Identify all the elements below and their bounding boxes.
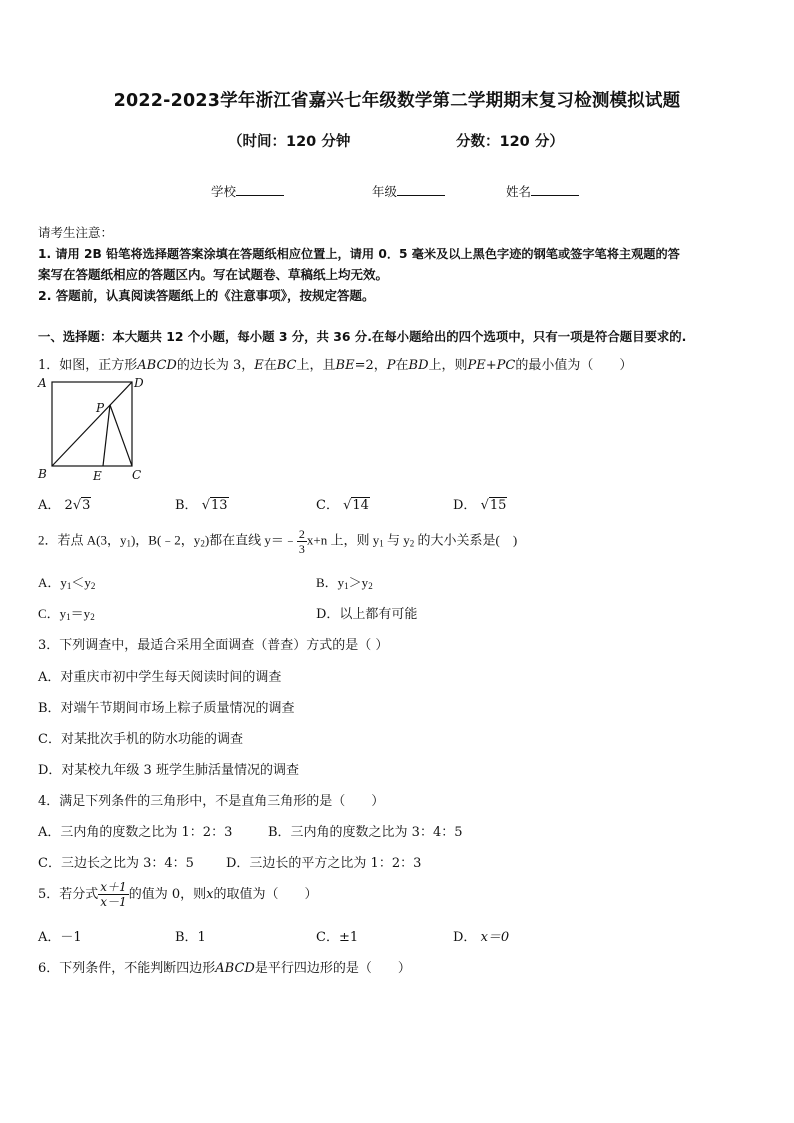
q1-option-d[interactable]: D． √15 [453, 498, 507, 513]
grade-field[interactable] [372, 182, 445, 200]
q2-option-d[interactable]: D．以上都有可能 [316, 607, 418, 622]
name-blank[interactable] [531, 183, 579, 196]
sqrt-icon: √3 [72, 498, 91, 513]
q5-option-c[interactable]: C．±1 [316, 930, 359, 945]
school-field[interactable] [211, 182, 284, 200]
exam-time: （时间：120 分钟 [228, 134, 351, 150]
fraction-x-plus-1-over-x-minus-1: $\frac{x+1}{x-1}$ [100, 880, 127, 909]
sqrt-icon: √15 [480, 498, 507, 513]
q1-option-a[interactable]: A． 2√3 [38, 498, 91, 513]
q2-option-c[interactable]: C．$y_1=y_2$ [38, 606, 95, 622]
q5-option-d[interactable]: D． x＝0 [453, 930, 510, 945]
q5-option-a[interactable]: A．－1 [38, 930, 82, 945]
question-4-stem: 4．满足下列条件的三角形中，不是直角三角形的是（ ） [38, 794, 385, 809]
q3-option-b[interactable]: B．对端午节期间市场上粽子质量情况的调查 [38, 701, 295, 716]
question-3-stem: 3．下列调查中，最适合采用全面调查（普查）方式的是（ ） [38, 638, 389, 653]
question-6-stem: 6．下列条件，不能判断四边形ABCD是平行四边形的是（ ） [38, 961, 411, 976]
fraction-two-thirds: $\frac{2}{3}$ [298, 527, 305, 556]
q3-option-c[interactable]: C．对某批次手机的防水功能的调查 [38, 732, 243, 747]
label-c: C [132, 468, 142, 482]
exam-title: 2022-2023学年浙江省嘉兴七年级数学第二学期期末复习检测模拟试题 [113, 91, 681, 111]
name-field[interactable] [506, 182, 579, 200]
school-blank[interactable] [236, 183, 284, 196]
grade-blank[interactable] [397, 183, 445, 196]
label-a: A [38, 376, 47, 390]
q4-option-b[interactable]: B．三内角的度数之比为 3：4：5 [268, 825, 463, 840]
q4-option-a[interactable]: A．三内角的度数之比为 1：2：3 [38, 825, 233, 840]
label-p: P [96, 401, 105, 415]
q2-option-b[interactable]: B．$y_1>y_2$ [316, 575, 373, 591]
exam-score: 分数：120 分） [456, 134, 564, 150]
name-label: 姓名 [506, 184, 532, 199]
notice-line-3: 2. 答题前，认真阅读答题纸上的《注意事项》，按规定答题。 [38, 288, 375, 303]
square-figure [34, 374, 154, 484]
q4-option-c[interactable]: C．三边长之比为 3：4：5 [38, 856, 194, 871]
sqrt-icon: √14 [343, 498, 369, 513]
school-label: 学校 [211, 184, 237, 199]
q2-option-a[interactable]: A．$y_1<y_2$ [38, 575, 96, 591]
grade-label: 年级 [372, 184, 398, 199]
q1-option-c[interactable]: C． √14 [316, 498, 369, 513]
label-e: E [93, 469, 102, 483]
diagonal-bd [52, 382, 132, 466]
q1-option-b[interactable]: B． √13 [175, 498, 228, 513]
q4-option-d[interactable]: D．三边长的平方之比为 1：2：3 [226, 856, 422, 871]
section-heading: 一、选择题：本大题共 12 个小题，每小题 3 分，共 36 分.在每小题给出的四个选项中，只有一项是符合题目要求的. [38, 329, 687, 344]
q3-option-d[interactable]: D．对某校九年级 3 班学生肺活量情况的调查 [38, 763, 299, 778]
question-1-stem: 1．如图，正方形ABCD的边长为 3，E在BC上，且BE=2，P在BD上，则PE+PC的最小值为（ ） [38, 358, 633, 373]
notice-line-2: 案写在答题纸相应的答题区内。写在试题卷、草稿纸上均无效。 [38, 267, 389, 282]
label-b: B [38, 467, 47, 481]
notice-heading: 请考生注意： [38, 225, 114, 240]
question-2-stem: 2．若点 A(3，$y_1$)，B(﹣2，$y_2$)都在直线 y＝﹣ $\frac{2}{3}$ x+n 上，则 $y_1$ 与 $y_2$ 的大小关系是( ) [38, 527, 518, 556]
q5-option-b[interactable]: B．1 [175, 930, 206, 945]
q3-option-a[interactable]: A．对重庆市初中学生每天阅读时间的调查 [38, 670, 282, 685]
label-d: D [134, 376, 144, 390]
segment-pc [110, 405, 132, 466]
sqrt-icon: √13 [201, 498, 228, 513]
notice-line-1: 1. 请用 2B 铅笔将选择题答案涂填在答题纸相应位置上，请用 0．5 毫米及以上黑色字迹的钢笔或签字笔将主观题的答 [38, 247, 680, 261]
question-5-stem: 5．若分式 $\frac{x+1}{x-1}$ 的值为 0，则x的取值为（ ） [38, 880, 318, 909]
